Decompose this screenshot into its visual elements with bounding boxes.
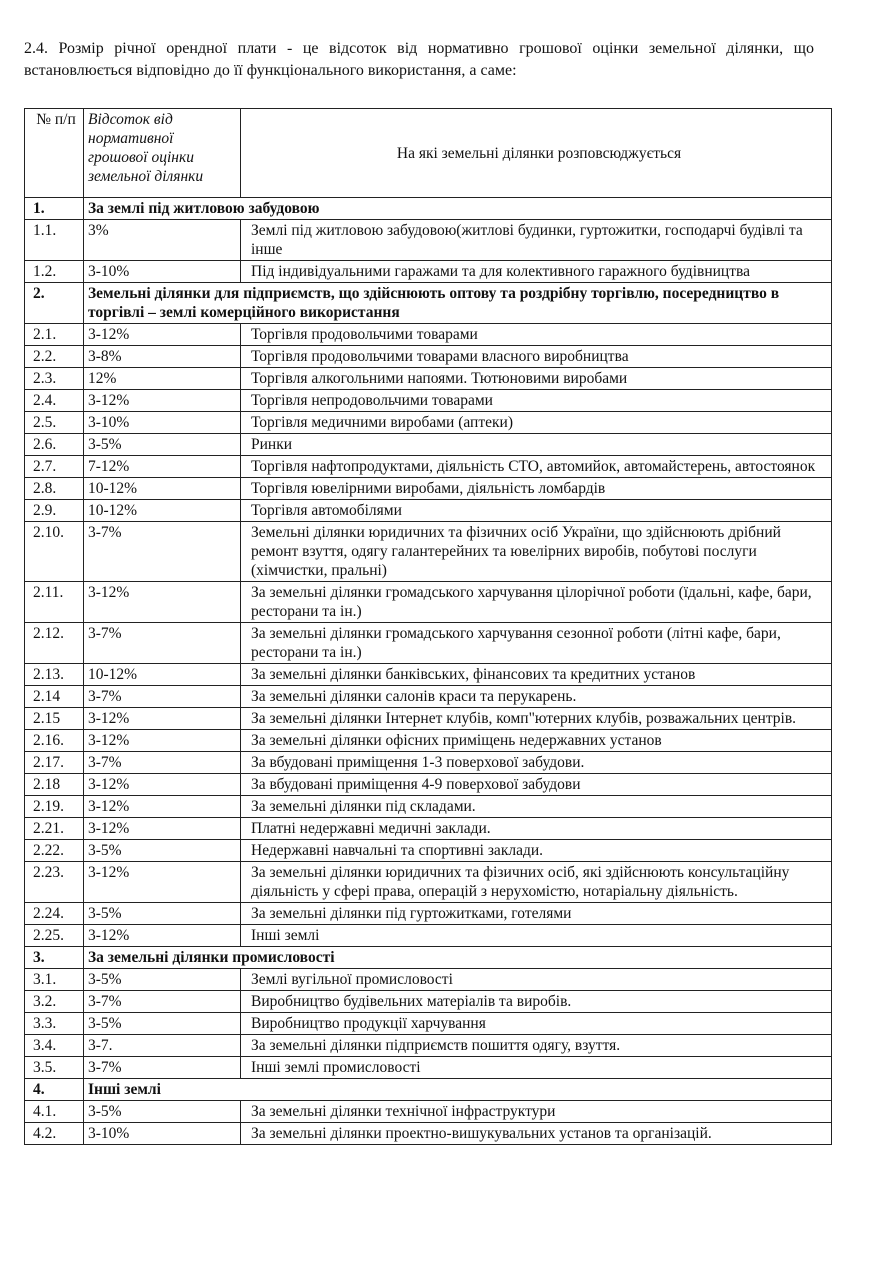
section-number: 2. xyxy=(25,283,84,324)
table-row xyxy=(25,1101,832,1123)
row-description: Торгівля автомобілями xyxy=(241,500,832,522)
row-number: 2.22. xyxy=(25,840,84,862)
table-row xyxy=(25,708,832,730)
row-percent: 3-12% xyxy=(84,796,241,818)
row-percent: 3-7% xyxy=(84,522,241,582)
row-description: Торгівля медичними виробами (аптеки) xyxy=(241,412,832,434)
table-row xyxy=(25,774,832,796)
row-percent: 3-5% xyxy=(84,1101,241,1123)
row-description: За земельні ділянки банківських, фінансових та кредитних установ xyxy=(241,664,832,686)
row-number: 2.13. xyxy=(25,664,84,686)
table-row xyxy=(25,500,832,522)
row-percent: 3-12% xyxy=(84,582,241,623)
row-number: 3.5. xyxy=(25,1057,84,1079)
section-row xyxy=(25,947,832,969)
table-row xyxy=(25,796,832,818)
row-number: 2.17. xyxy=(25,752,84,774)
row-percent: 3-7% xyxy=(84,752,241,774)
row-description: За земельні ділянки підприємств пошиття одягу, взуття. xyxy=(241,1035,832,1057)
row-percent: 3-7% xyxy=(84,1057,241,1079)
row-number: 3.4. xyxy=(25,1035,84,1057)
row-description: Торгівля алкогольними напоями. Тютюновими виробами xyxy=(241,368,832,390)
row-description: За земельні ділянки громадського харчування цілорічної роботи (їдальні, кафе, бари, ресторани та ін.) xyxy=(241,582,832,623)
row-percent: 12% xyxy=(84,368,241,390)
row-number: 2.6. xyxy=(25,434,84,456)
row-percent: 3-7% xyxy=(84,686,241,708)
row-percent: 3-12% xyxy=(84,862,241,903)
row-percent: 3-12% xyxy=(84,818,241,840)
row-percent: 3-8% xyxy=(84,346,241,368)
table-row xyxy=(25,1035,832,1057)
intro-paragraph: 2.4. Розмір річної орендної плати - це відсоток від нормативно грошової оцінки земельної ділянки, що встановлюється відповідно до її функціонального використання, а саме: xyxy=(24,40,814,79)
table-row xyxy=(25,1123,832,1145)
row-number: 4.2. xyxy=(25,1123,84,1145)
rent-rate-table xyxy=(24,108,832,1145)
table-row xyxy=(25,991,832,1013)
table-row xyxy=(25,390,832,412)
section-title: За землі під житловою забудовою xyxy=(84,198,832,220)
row-number: 2.5. xyxy=(25,412,84,434)
row-number: 1.2. xyxy=(25,261,84,283)
row-percent: 3-7% xyxy=(84,623,241,664)
row-number: 2.8. xyxy=(25,478,84,500)
table-row xyxy=(25,324,832,346)
row-percent: 3-7% xyxy=(84,991,241,1013)
table-row xyxy=(25,368,832,390)
table-row xyxy=(25,752,832,774)
row-description: Ринки xyxy=(241,434,832,456)
row-percent: 3-12% xyxy=(84,730,241,752)
row-number: 2.14 xyxy=(25,686,84,708)
section-number: 4. xyxy=(25,1079,84,1101)
row-description: Недержавні навчальні та спортивні заклади. xyxy=(241,840,832,862)
row-description: За земельні ділянки проектно-вишукувальних установ та організацій. xyxy=(241,1123,832,1145)
row-description: Торгівля непродовольчими товарами xyxy=(241,390,832,412)
header-percent: Відсоток від нормативної грошової оцінки земельної ділянки xyxy=(84,109,241,198)
row-number: 2.25. xyxy=(25,925,84,947)
row-number: 2.12. xyxy=(25,623,84,664)
row-percent: 3-5% xyxy=(84,434,241,456)
row-number: 2.21. xyxy=(25,818,84,840)
row-number: 4.1. xyxy=(25,1101,84,1123)
row-number: 2.7. xyxy=(25,456,84,478)
table-row xyxy=(25,925,832,947)
table-body xyxy=(25,198,832,1145)
section-title: За земельні ділянки промисловості xyxy=(84,947,832,969)
row-number: 2.4. xyxy=(25,390,84,412)
header-number: № п/п xyxy=(25,109,84,198)
row-number: 2.1. xyxy=(25,324,84,346)
row-description: За земельні ділянки під гуртожитками, готелями xyxy=(241,903,832,925)
row-percent: 3-5% xyxy=(84,1013,241,1035)
row-description: За земельні ділянки технічної інфраструктури xyxy=(241,1101,832,1123)
table-row xyxy=(25,478,832,500)
row-number: 2.24. xyxy=(25,903,84,925)
row-percent: 3-5% xyxy=(84,969,241,991)
table-row xyxy=(25,623,832,664)
row-number: 2.3. xyxy=(25,368,84,390)
row-percent: 10-12% xyxy=(84,478,241,500)
table-row xyxy=(25,686,832,708)
row-description: Торгівля продовольчими товарами власного виробництва xyxy=(241,346,832,368)
row-number: 3.3. xyxy=(25,1013,84,1035)
row-percent: 3-5% xyxy=(84,840,241,862)
row-percent: 3-10% xyxy=(84,412,241,434)
row-description: За земельні ділянки юридичних та фізичних осіб, які здійснюють консультаційну діяльність у сфері права, операцій з нерухомістю, нотаріальну діяльність. xyxy=(241,862,832,903)
row-description: Інші землі xyxy=(241,925,832,947)
table-row xyxy=(25,346,832,368)
table-row xyxy=(25,969,832,991)
row-percent: 3-12% xyxy=(84,774,241,796)
table-row xyxy=(25,730,832,752)
row-percent: 3-10% xyxy=(84,261,241,283)
row-number: 2.15 xyxy=(25,708,84,730)
row-description: Виробництво будівельних матеріалів та виробів. xyxy=(241,991,832,1013)
row-percent: 3-10% xyxy=(84,1123,241,1145)
table-row xyxy=(25,412,832,434)
table-row xyxy=(25,903,832,925)
section-title: Інші землі xyxy=(84,1079,832,1101)
row-percent: 3-12% xyxy=(84,925,241,947)
row-number: 2.18 xyxy=(25,774,84,796)
table-row xyxy=(25,220,832,261)
row-percent: 3-12% xyxy=(84,390,241,412)
row-number: 2.11. xyxy=(25,582,84,623)
row-number: 2.19. xyxy=(25,796,84,818)
row-description: За земельні ділянки громадського харчування сезонної роботи (літні кафе, бари, ресторани та ін.) xyxy=(241,623,832,664)
table-row xyxy=(25,522,832,582)
table-row xyxy=(25,818,832,840)
row-description: За земельні ділянки Інтернет клубів, комп"ютерних клубів, розважальних центрів. xyxy=(241,708,832,730)
row-number: 3.2. xyxy=(25,991,84,1013)
row-percent: 3-12% xyxy=(84,324,241,346)
row-number: 2.9. xyxy=(25,500,84,522)
row-description: Земельні ділянки юридичних та фізичних осіб України, що здійснюють дрібний ремонт взуття, одягу галантерейних та ювелірних виробів, побутові послуги (хімчистки, пральні) xyxy=(241,522,832,582)
table-row xyxy=(25,664,832,686)
row-description: За земельні ділянки салонів краси та перукарень. xyxy=(241,686,832,708)
row-number: 1.1. xyxy=(25,220,84,261)
table-row xyxy=(25,1057,832,1079)
section-title: Земельні ділянки для підприємств, що здійснюють оптову та роздрібну торгівлю, посередництво в торгівлі – землі комерційного використання xyxy=(84,283,832,324)
section-number: 3. xyxy=(25,947,84,969)
table-row xyxy=(25,840,832,862)
header-description: На які земельні ділянки розповсюджується xyxy=(241,109,832,198)
row-number: 2.16. xyxy=(25,730,84,752)
row-number: 2.23. xyxy=(25,862,84,903)
row-description: Під індивідуальними гаражами та для колективного гаражного будівництва xyxy=(241,261,832,283)
table-row xyxy=(25,434,832,456)
row-description: Землі вугільної промисловості xyxy=(241,969,832,991)
row-description: Платні недержавні медичні заклади. xyxy=(241,818,832,840)
row-description: За земельні ділянки офісних приміщень недержавних установ xyxy=(241,730,832,752)
row-description: Торгівля продовольчими товарами xyxy=(241,324,832,346)
row-percent: 10-12% xyxy=(84,664,241,686)
section-row xyxy=(25,283,832,324)
row-description: За земельні ділянки під складами. xyxy=(241,796,832,818)
table-row xyxy=(25,862,832,903)
table-row xyxy=(25,582,832,623)
row-percent: 10-12% xyxy=(84,500,241,522)
section-row xyxy=(25,1079,832,1101)
row-description: Торгівля ювелірними виробами, діяльність ломбардів xyxy=(241,478,832,500)
row-description: Торгівля нафтопродуктами, діяльність СТО, автомийок, автомайстерень, автостоянок xyxy=(241,456,832,478)
row-description: За вбудовані приміщення 1-3 поверхової забудови. xyxy=(241,752,832,774)
table-header-row xyxy=(25,109,832,198)
row-percent: 3-7. xyxy=(84,1035,241,1057)
table-row xyxy=(25,1013,832,1035)
row-description: Інші землі промисловості xyxy=(241,1057,832,1079)
row-percent: 3% xyxy=(84,220,241,261)
row-description: Виробництво продукції харчування xyxy=(241,1013,832,1035)
row-description: За вбудовані приміщення 4-9 поверхової забудови xyxy=(241,774,832,796)
table-row xyxy=(25,261,832,283)
row-number: 3.1. xyxy=(25,969,84,991)
row-percent: 3-12% xyxy=(84,708,241,730)
row-description: Землі під житловою забудовою(житлові будинки, гуртожитки, господарчі будівлі та інше xyxy=(241,220,832,261)
section-number: 1. xyxy=(25,198,84,220)
row-number: 2.2. xyxy=(25,346,84,368)
row-percent: 3-5% xyxy=(84,903,241,925)
table-row xyxy=(25,456,832,478)
section-row xyxy=(25,198,832,220)
row-percent: 7-12% xyxy=(84,456,241,478)
row-number: 2.10. xyxy=(25,522,84,582)
